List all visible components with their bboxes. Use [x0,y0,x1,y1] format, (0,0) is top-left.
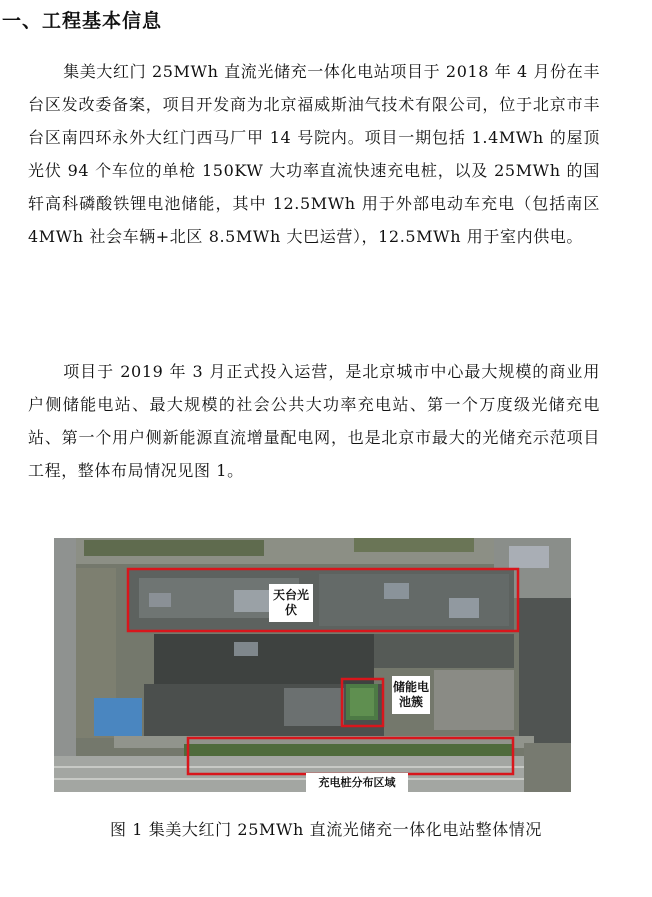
roof-pv-label: 天台光伏 [269,584,313,622]
aerial-photo [54,538,571,792]
charging-area-label: 充电桩分布区域 [306,773,408,792]
paragraph-operation: 项目于 2019 年 3 月正式投入运营，是北京城市中心最大规模的商业用户侧储能电站、最大规模的社会公共大功率充电站、第一个万度级光储充电站、第一个用户侧新能源直流增量配电网，也是北京市最大的光储充示范项目工程，整体布局情况见图 1。 [28,362,600,480]
section-heading: 一、工程基本信息 [2,10,163,32]
figure-caption: 图 1 集美大红门 25MWh 直流光储充一体化电站整体情况 [109,820,543,839]
storage-label: 储能电池簇 [392,676,430,714]
aerial-site-figure [54,538,571,792]
paragraph-project-info: 集美大红门 25MWh 直流光储充一体化电站项目于 2018 年 4 月份在丰台区发改委备案，项目开发商为北京福威斯油气技术有限公司，位于北京市丰台区南四环永外大红门西马厂甲 14 号院内。项目一期包括 1.4MWh 的屋顶光伏 94 个车位的单枪 150KW 大功率直流快速充电桩，以及 25MWh 的国轩高科磷酸铁锂电池储能，其中 12.5MWh 用于外部电动车充电（包括南区 4MWh 社会车辆+北区 8.5MWh 大巴运营），12.5MWh 用于室内供电。 [28,62,600,246]
